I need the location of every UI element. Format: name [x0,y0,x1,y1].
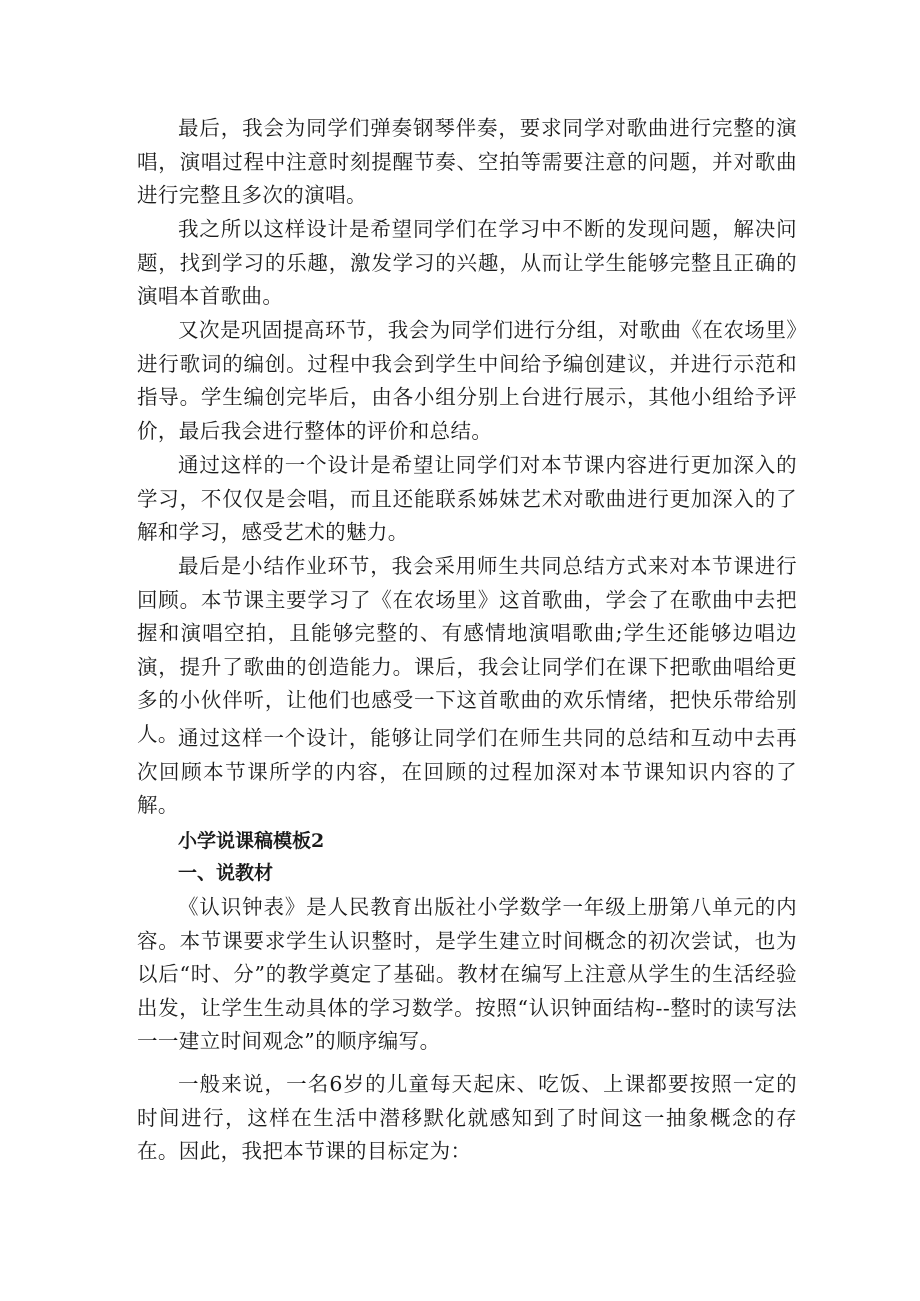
paragraph-textbook-intro: 《认识钟表》是人民教育出版社小学数学一年级上册第八单元的内容。本节课要求学生认识整时，是学生建立时间概念的初次尝试，也为以后“时、分”的教学奠定了基础。教材在编写上注意从学生的生活经验出发，让学生生动具体的学习数学。按照“认识钟面结构--整时的读写法一一建立时间观念”的顺序编写。 [137,895,797,1053]
section-title: 小学说课稿模板2 [178,830,325,852]
subsection-title: 一、说教材 [178,862,274,884]
paragraph-summary-homework: 最后是小结作业环节，我会采用师生共同总结方式来对本节课进行回顾。本节课主要学习了《在农场里》这首歌曲，学会了在歌曲中去把握和演唱空拍，且能够完整的、有感情地演唱歌曲;学生还能够边唱边演，提升了歌曲的创造能力。课后，我会让同学们在课下把歌曲唱给更多的小伙伴听，让他们也感受一下这首歌曲的欢乐情绪，把快乐带给别人。 [137,554,797,746]
paragraph-piano-accompaniment: 最后，我会为同学们弹奏钢琴伴奏，要求同学对歌曲进行完整的演唱，演唱过程中注意时刻提醒节奏、空拍等需要注意的问题，并对歌曲进行完整且多次的演唱。 [137,116,797,207]
paragraph-review-design: 通过这样一个设计，能够让同学们在师生共同的总结和互动中去再次回顾本节课所学的内容，在回顾的过程加深对本节课知识内容的了解。 [137,726,797,817]
paragraph-time-concept: 一般来说，一名6岁的儿童每天起床、吃饭、上课都要按照一定的时间进行，这样在生活中潜移默化就感知到了时间这一抽象概念的存在。因此，我把本节课的目标定为： [137,1072,797,1163]
paragraph-design-purpose: 我之所以这样设计是希望同学们在学习中不断的发现问题，解决问题，找到学习的乐趣，激发学习的兴趣，从而让学生能够完整且正确的演唱本首歌曲。 [137,217,797,308]
paragraph-deeper-learning: 通过这样的一个设计是希望让同学们对本节课内容进行更加深入的学习，不仅仅是会唱，而且还能联系姊妹艺术对歌曲进行更加深入的了解和学习，感受艺术的魅力。 [137,453,797,544]
paragraph-consolidation: 又次是巩固提高环节，我会为同学们进行分组，对歌曲《在农场里》进行歌词的编创。过程中我会到学生中间给予编创建议，并进行示范和指导。学生编创完毕后，由各小组分别上台进行展示，其他小组给予评价，最后我会进行整体的评价和总结。 [137,318,797,443]
